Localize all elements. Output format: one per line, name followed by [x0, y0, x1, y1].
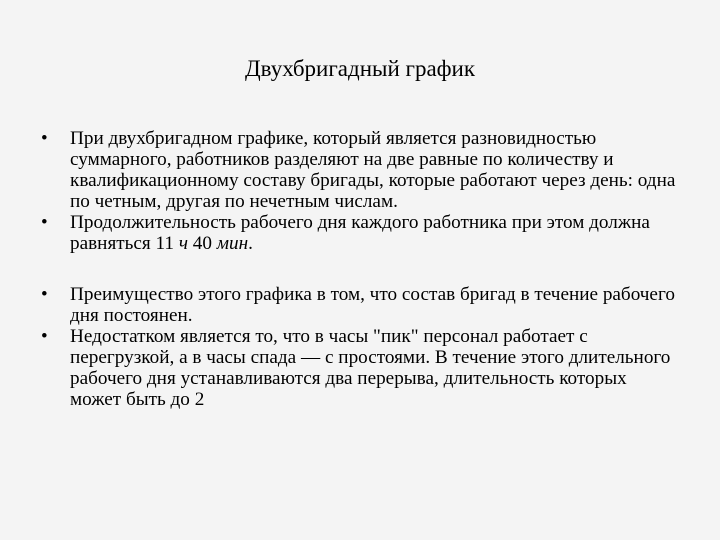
bullet-item-working-day-duration: [41, 212, 681, 254]
bullet-item-two-shift-definition: [41, 128, 681, 212]
bullet-text-part: Продолжительность рабочего дня каждого работника при этом должна равняться 11: [70, 212, 650, 254]
bullet-point-icon: •: [41, 284, 48, 305]
bullet-text-part: 40: [187, 233, 217, 254]
bullet-text: Недостатком является то, что в часы "пик" персонал работает с перегрузкой, а в часы спада — с простоями. В течение этого длительного рабочего дня устанавливаются два перерыва, длительность которых может быть до 2: [70, 326, 671, 410]
bullet-text: При двухбригадном графике, который является разновидностью суммарного, работников разделяют на две равные по количеству и квалификационному составу бригады, которые работают через день: одна по четным, другая по нечетным числам.: [70, 128, 676, 212]
hours-unit-label: ч: [178, 233, 188, 254]
bullet-list: [41, 128, 681, 410]
minutes-unit-label: мин: [216, 233, 249, 254]
bullet-point-icon: •: [41, 128, 48, 149]
bullet-point-icon: •: [41, 326, 48, 347]
bullet-item-advantage: [41, 284, 681, 326]
bullet-text-part: .: [248, 233, 253, 254]
bullet-item-disadvantage: [41, 326, 681, 410]
bullet-point-icon: •: [41, 212, 48, 233]
slide-title: Двухбригадный график: [244, 56, 476, 81]
bullet-text: Преимущество этого графика в том, что состав бригад в течение рабочего дня постоянен.: [70, 284, 675, 326]
